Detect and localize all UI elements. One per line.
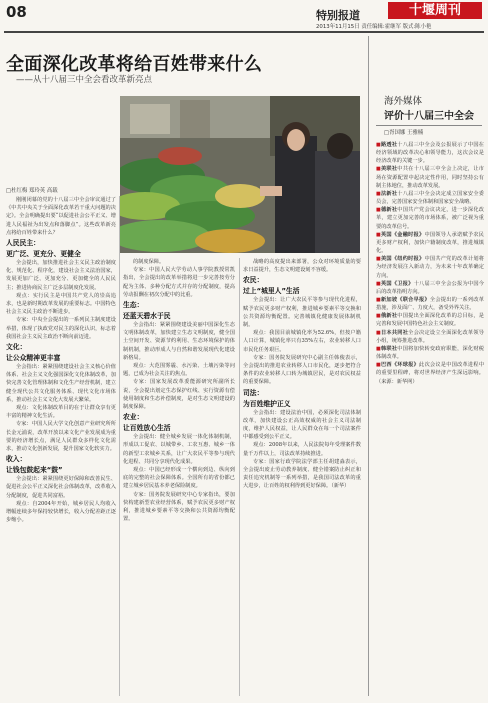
article-paragraph: 全会提出，加快推进社会主义民主政治制度化、规范化、程序化，建设社会主义法治国家，发展更加广泛、更加充分、更加健全的人民民主；推进协商民主广泛多层制度化发展。	[6, 260, 116, 291]
sidebar-item-text: 中国领导人承诺赋予农民更多财产权利，加快户籍制度改革，推进城镇化。	[376, 231, 484, 255]
sidebar-item	[376, 329, 484, 345]
article-paragraph: 观点：2008年以来，人民法院每年受理案件数量千万件以上，司法改革持续推进。	[243, 442, 361, 457]
article-paragraph: 观点：我国目前城镇化率为52.6%，但按户籍人口计算，城镇化率只有35%左右，农业转移人口市民化任务艰巨。	[243, 330, 361, 353]
sidebar-item-source: 法新社	[380, 190, 398, 197]
sidebar-divider	[368, 36, 369, 696]
bullet-icon: ■	[376, 313, 381, 320]
bullet-icon: ■	[376, 296, 381, 303]
column-divider	[119, 196, 120, 696]
article-paragraph: 全会提出：健全城乡发展一体化体制机制，形成以工促农、以城带乡、工农互惠、城乡一体的新型工农城乡关系，让广大农民平等参与现代化进程、共同分享现代化成果。	[123, 434, 235, 465]
page-header	[0, 0, 488, 32]
sidebar-item-source: 英国《卫报》	[380, 280, 414, 287]
article-column-1	[6, 196, 116, 525]
article-credit: □杜红梅 郑玲英 高载	[6, 188, 58, 194]
subsection-heading: 农民：	[243, 276, 264, 285]
sidebar-item-text: 中共在十八届三中全会上决定，让市场在资源配置中起决定性作用，同时坚持公有制主体地位，推动改革发展。	[376, 166, 484, 189]
column-divider	[239, 258, 240, 696]
market-photo-illustration	[120, 96, 360, 253]
sidebar-title: 评价十八届三中全会	[384, 111, 474, 122]
bullet-icon: ■	[376, 142, 381, 148]
sidebar-kicker: 海外媒体	[384, 96, 423, 107]
sidebar-item-source: 路透社	[380, 142, 398, 148]
article-paragraph: 专家：中国人民大学劳动人事学院教授常凯指出，全会提出的改革举措将进一步完善按劳分配为主体、多种分配方式并存的分配制度，提高劳动报酬在初次分配中的比重。	[123, 267, 235, 298]
article-headline: 全面深化改革将给百姓带来什么	[6, 54, 263, 75]
subsection-heading: 还蓝天碧水于民	[123, 312, 171, 321]
sidebar-item-source: 美国《纽约时报》	[380, 256, 425, 263]
sidebar-item	[376, 206, 484, 230]
subsection-heading: 农业：	[123, 413, 144, 422]
bullet-icon: ■	[376, 166, 381, 173]
sidebar-item-text: 中国共产党会议决定，进一步深化改革，建立更加完善的市场体系，被广泛视为重要的改革信号。	[376, 207, 484, 230]
article-paragraph: 专家：中央全会提出的一系列民主制度建设举措，体现了执政党对民主的深化认识，标志着我国社会主义民主政治不断向前迈进。	[6, 317, 116, 340]
article-paragraph: 全会指出：建设法治中国，必须深化司法体制改革，加快建设公正高效权威的社会主义司法制度，维护人民权益，让人民群众在每一个司法案件中都感受到公平正义。	[243, 409, 361, 441]
dateline: 2013年11月15日 责任编辑:霍继军 版式:陈小艳	[316, 24, 432, 30]
section-title: 特别报道	[316, 9, 360, 22]
article-paragraph: 专家：国务院发展研究中心专家指出，要加快构建新型农业经营体系，赋予农民更多财产权利，推进城乡要素平等交换和公共资源均衡配置。	[123, 491, 235, 523]
subsection-heading: 收入：	[6, 455, 27, 464]
brand-logo: 十堰周刊	[388, 2, 482, 19]
bullet-icon: ■	[376, 345, 381, 352]
sidebar-item	[376, 296, 484, 312]
subsection-heading: 司法：	[243, 388, 264, 397]
article-column-3	[243, 258, 361, 491]
sidebar-item-text: 中国提出全面深化改革的总目标，是完善和发展中国特色社会主义制度。	[376, 313, 484, 328]
sidebar-rule	[376, 125, 482, 126]
sidebar-item	[376, 231, 484, 255]
subsection-heading: 让钱包鼓起来“鼓”	[6, 466, 63, 475]
sidebar-item-text: 全会决定设立全面深化改革领导小组，统筹推进改革。	[376, 329, 484, 344]
sidebar-item	[376, 190, 484, 206]
subsection-heading: 生态：	[123, 301, 144, 310]
article-paragraph: 观点：实行民主是中国共产党人的崇高追求，也是新时期改革发展的重要标志。中国特色社会主义民主政治不断进步。	[6, 292, 116, 316]
article-paragraph: 观点：自2004年开始，城乡居民人均收入增幅连续多年保持较快增长，收入分配差距正逐步缩小。	[6, 500, 116, 524]
bullet-icon: ■	[376, 280, 381, 287]
sidebar-item-source: 韩联社	[380, 345, 398, 352]
article-paragraph: 观点：中国已经形成一个横向到边、纵向到底的完整的社会保障体系。全国所有的省份都已建立城乡居民基本养老保险制度。	[123, 467, 235, 490]
article-subhead: ——从十八届三中全会看改革新亮点	[16, 75, 153, 85]
sidebar-item	[376, 361, 484, 385]
sidebar-item-source: 英国《金融时报》	[380, 231, 425, 238]
subsection-heading: 更广泛、更充分、更健全	[6, 250, 81, 259]
header-rule	[4, 31, 484, 33]
article-paragraph: 刚刚闭幕的党的十八届三中全会审议通过了《中共中央关于全面深化改革若干重大问题的决定》。全会明确提出要“以促进社会公平正义、增进人民福祉为出发点和落脚点”。这些改革新亮点将给百姓带来什么？	[6, 197, 116, 236]
bullet-icon: ■	[376, 190, 381, 197]
bullet-icon: ■	[376, 329, 381, 336]
bullet-icon: ■	[376, 231, 381, 238]
article-paragraph: 战略的高度提出来部署，公众对环境质量的要求日益提升，生态文明建设刻不容缓。	[243, 259, 361, 274]
bullet-icon: ■	[376, 362, 381, 369]
article-column-2	[123, 258, 235, 523]
sidebar-item-text: 十八届三中全会公报为中国今后的改革指明方向。	[376, 280, 484, 295]
sidebar-item-source: 俄新社	[380, 313, 398, 320]
market-photo	[120, 96, 360, 253]
bullet-icon: ■	[376, 256, 381, 263]
sidebar-item-source: 新加坡《联合早报》	[380, 296, 430, 303]
sidebar-item	[376, 141, 484, 165]
sidebar-item	[376, 255, 484, 279]
sidebar-item-text: 十八届三中全会及公报展示了中国在经济领域的改革决心和领导能力，这次会议是经济改革的关键一步。	[376, 142, 484, 165]
subsection-heading: 文化：	[6, 343, 27, 352]
sidebar-item-source: 美联社	[380, 166, 398, 173]
subsection-heading: 为百姓维护正义	[243, 399, 291, 408]
article-paragraph: 专家：国务院发展研究中心副主任韩俊表示，全会提出的推进农业转移人口市民化，逐步把符合条件的农业转移人口转为城镇居民，是对农民权益的重要保障。	[243, 354, 361, 386]
page-number: 08	[6, 3, 27, 21]
article-paragraph: 专家：国家行政学院法学部主任胡建淼表示，全会提出废止劳动教养制度、健全错案防止纠正和责任追究机制等一系列举措，是我国司法改革的重大进步，让百姓的权利得到更好保障。（新华）	[243, 458, 361, 490]
article-paragraph: 全会指出：紧紧围绕建设社会主义核心价值体系、社会主义文化强国深化文化体制改革，加快完善文化管理体制和文化生产经营机制，建立健全现代公共文化服务体系、现代文化市场体系，推动社会主义文化大发展大繁荣。	[6, 364, 116, 403]
sidebar-item-text: 全会提出的一系列改革措施，涉及面广、力度大，备受外界关注。	[376, 296, 484, 312]
subsection-heading: 人民民主：	[6, 239, 40, 248]
sidebar-item-source: 德新社	[380, 207, 398, 214]
bullet-icon: ■	[376, 207, 381, 214]
sidebar-item-text: 十八届三中全会决定成立国家安全委员会，完善国家安全体制和国家安全战略。	[376, 190, 484, 206]
article-paragraph: 的制度保障。	[133, 259, 165, 265]
article-paragraph: 全会指出：紧紧围绕建设美丽中国深化生态文明体制改革，加快建立生态文明制度，健全国土空间开发、资源节约利用、生态环境保护的体制机制，推动形成人与自然和谐发展现代化建设新格局。	[123, 322, 235, 361]
sidebar-item	[376, 165, 484, 189]
sidebar-list	[376, 141, 484, 386]
sidebar-credit: □胥国娜 王雅楠	[384, 130, 424, 136]
sidebar-item	[376, 280, 484, 296]
sidebar-item-text: 中国将加快转变政府职能，深化财税体制改革。	[376, 345, 484, 361]
article-paragraph: 全会提出：让广大农民平等参与现代化进程，赋予农民更多财产权利，推进城乡要素平等交换和公共资源均衡配置。完善城镇化健康发展体制机制。	[243, 297, 361, 329]
article-paragraph: 观点：大范围雾霾、水污染、土壤污染等问题，已成为社会关注的焦点。	[123, 363, 235, 378]
subsection-heading: 过上“城里人”生活	[243, 287, 300, 296]
sidebar-item	[376, 312, 484, 328]
sidebar-item-source: 日本共同社	[380, 329, 409, 336]
sidebar-item	[376, 345, 484, 361]
sidebar-item-text: 中国共产党的改革计划将为经济发展注入新动力，为未来十年改革确定方向。	[376, 256, 484, 279]
article-paragraph: 全会提出：紧紧围绕更好保障和改善民生、促进社会公平正义深化社会体制改革，改革收入分配制度，促进共同富裕。	[6, 476, 116, 499]
subsection-heading: 让公众精神更丰富	[6, 354, 61, 363]
article-paragraph: 专家：中国人民大学文化创意产业研究所所长金元浦说，改革开放以来文化产业发展成为重要的经济增长点，满足人民群众多样化文化需求，推动文化创新发展，提升国家文化软实力。	[6, 421, 116, 453]
sidebar-item-text: 此次会议是中国改革进程中的重要里程碑，将对世界经济产生深远影响。（来源：新华网）	[376, 362, 484, 385]
article-paragraph: 专家：国家发展改革委能源研究所副所长说，全会提出划定生态保护红线、实行资源有偿使用制度和生态补偿制度，是对生态文明建设的制度保障。	[123, 379, 235, 411]
sidebar-item-source: 巴西《环球报》	[380, 362, 420, 369]
article-paragraph: 观点：文化体制改革目的在于让群众享有更丰富的精神文化生活。	[6, 405, 116, 420]
subsection-heading: 让百姓放心生活	[123, 424, 171, 433]
